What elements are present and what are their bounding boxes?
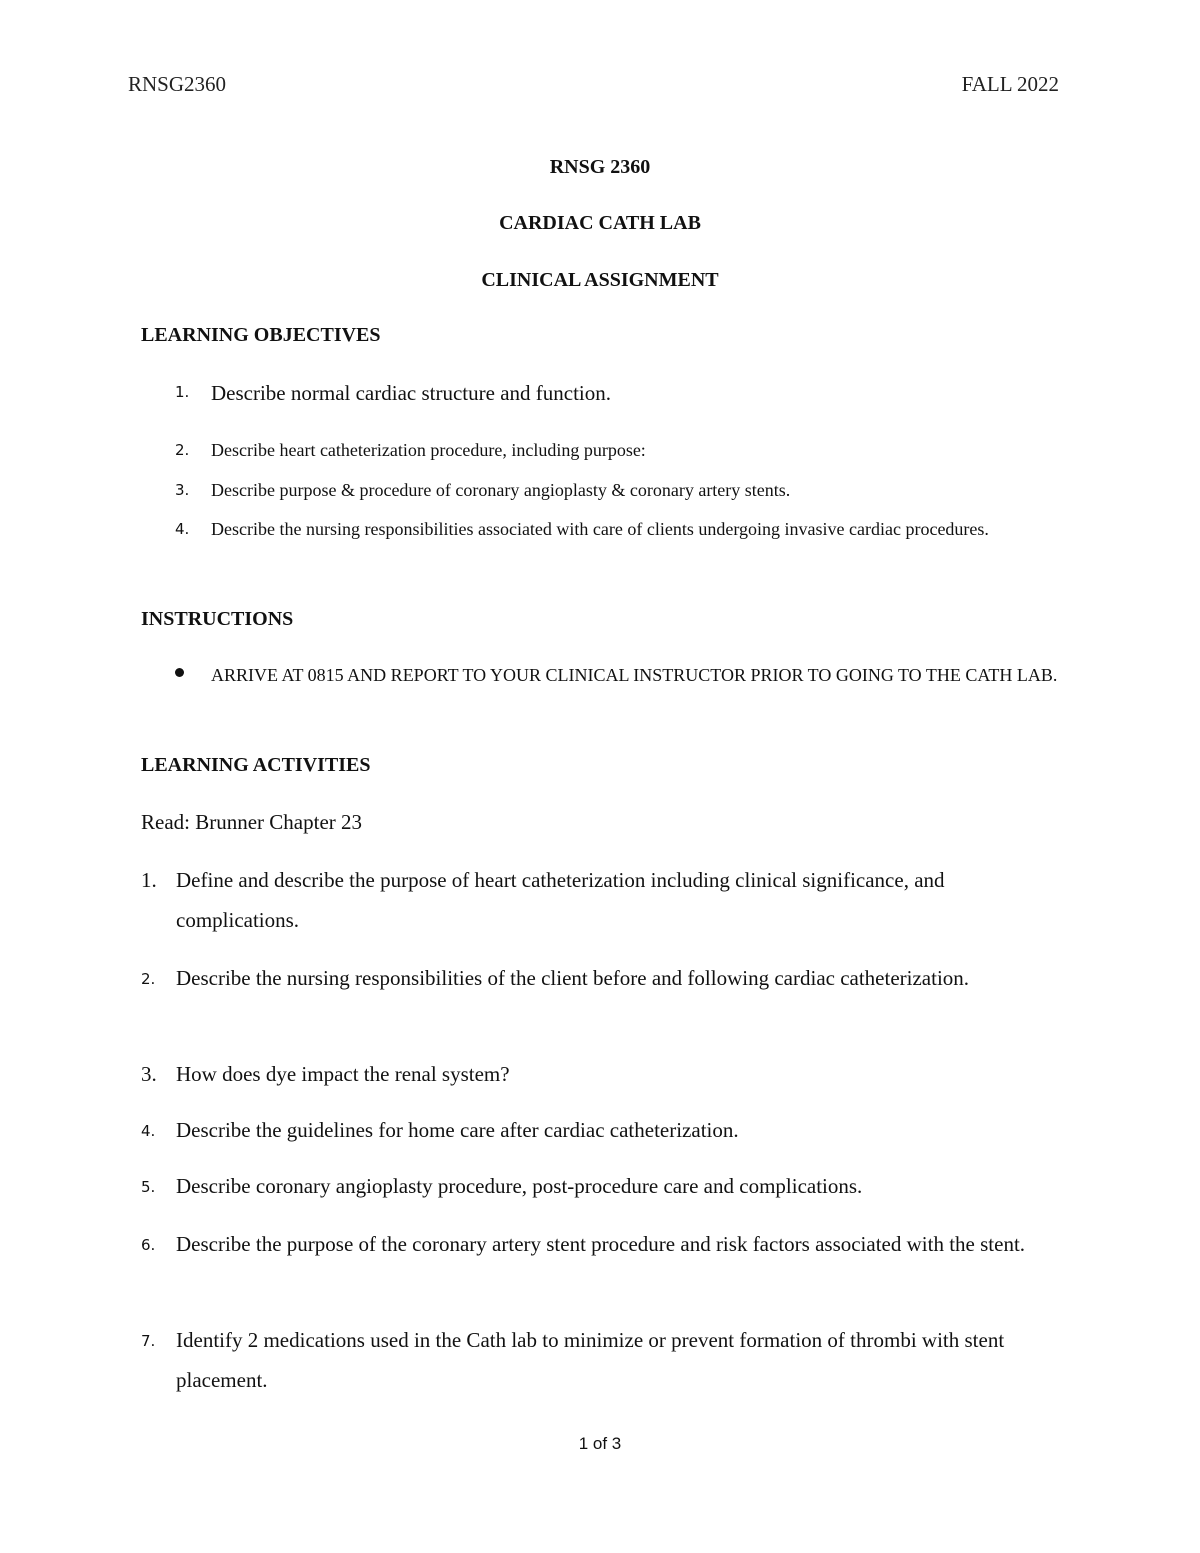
activity-text: Describe the guidelines for home care after cardiac catheterization. <box>176 1118 739 1142</box>
activity-text: Identify 2 medications used in the Cath lab to minimize or prevent formation of thrombi with stent placement. <box>176 1328 1005 1392</box>
objective-text: Describe heart catheterization procedure, including purpose: <box>211 440 646 460</box>
objective-number: 1. <box>175 383 190 401</box>
objective-number: 4. <box>175 520 190 538</box>
objective-number: 3. <box>175 481 190 499</box>
instruction-text: ARRIVE AT 0815 AND REPORT TO YOUR CLINICAL INSTRUCTOR PRIOR TO GOING TO THE CATH LAB. <box>211 665 1058 685</box>
activity-number: 3. <box>141 1062 157 1086</box>
reading-assignment: Read: Brunner Chapter 23 <box>141 810 363 834</box>
learning-activities-heading: LEARNING ACTIVITIES <box>141 754 371 776</box>
objective-text: Describe the nursing responsibilities associated with care of clients undergoing invasive cardiac procedures. <box>211 519 989 539</box>
activity-number: 2. <box>141 970 156 988</box>
objective-text: Describe purpose & procedure of coronary angioplasty & coronary artery stents. <box>211 480 791 500</box>
objective-text: Describe normal cardiac structure and function. <box>211 381 611 405</box>
instructions-heading: INSTRUCTIONS <box>141 608 294 630</box>
activity-text: Describe the purpose of the coronary artery stent procedure and risk factors associated with the stent. <box>176 1232 1026 1256</box>
activity-number: 5. <box>141 1178 156 1196</box>
bullet-icon <box>175 668 184 677</box>
activity-number: 1. <box>141 868 157 892</box>
header-term: FALL 2022 <box>961 72 1059 96</box>
assignment-title: CLINICAL ASSIGNMENT <box>481 269 719 291</box>
activity-text: How does dye impact the renal system? <box>176 1062 510 1086</box>
objective-number: 2. <box>175 441 190 459</box>
activity-text: Define and describe the purpose of heart catheterization including clinical significance, and complications. <box>176 868 945 932</box>
activity-number: 6. <box>141 1236 156 1254</box>
activity-number: 7. <box>141 1332 156 1350</box>
learning-objectives-heading: LEARNING OBJECTIVES <box>141 324 381 346</box>
activity-text: Describe the nursing responsibilities of the client before and following cardiac catheterization. <box>176 966 970 990</box>
activity-number: 4. <box>141 1122 156 1140</box>
page-number: 1 of 3 <box>578 1434 622 1453</box>
activity-text: Describe coronary angioplasty procedure, post-procedure care and complications. <box>176 1174 863 1198</box>
course-title: RNSG 2360 <box>549 156 651 178</box>
lab-title: CARDIAC CATH LAB <box>499 212 701 234</box>
header-course-code: RNSG2360 <box>128 72 227 96</box>
